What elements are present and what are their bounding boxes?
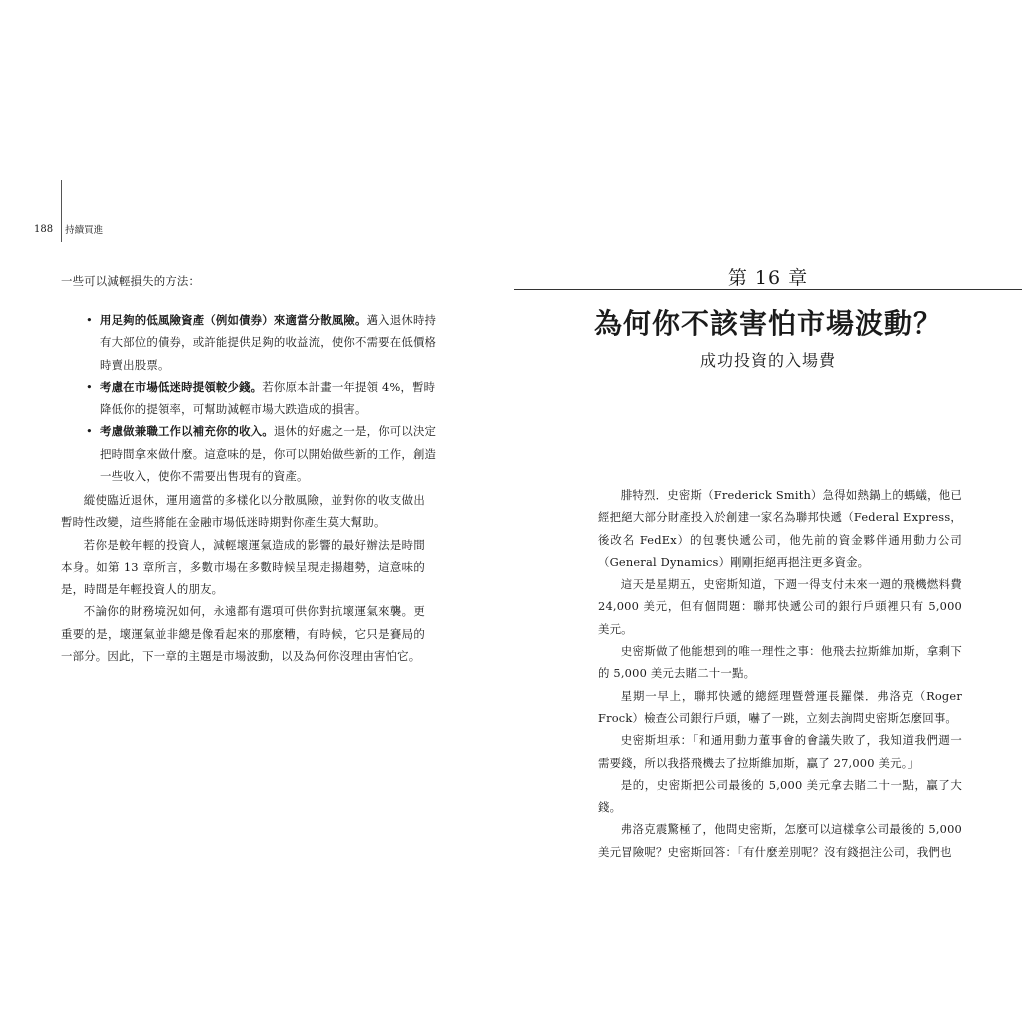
paragraph: 若你是較年輕的投資人，減輕壞運氣造成的影響的最好辦法是時間本身。如第 13 章所言，多數市場在多數時候呈現走揚趨勢，這意味的是，時間是年輕投資人的朋友。 xyxy=(61,537,425,597)
bullet-icon: • xyxy=(86,424,93,439)
paragraph: 腓特烈．史密斯（Frederick Smith）急得如熱鍋上的螞蟻，他已經把絕大部分財產投入於創建一家名為聯邦快遞（Federal Express，後改名 FedEx）的包裹快遞公司，他先前的資金夥伴通用動力公司（General Dynamics）剛剛拒絕再挹注更多資金。 xyxy=(598,488,962,569)
tips-list xyxy=(86,309,442,487)
paragraph: 這天是星期五，史密斯知道，下週一得支付未來一週的飛機燃料費 24,000 美元，但有個問題：聯邦快遞公司的銀行戶頭裡只有 5,000 美元。 xyxy=(598,577,962,636)
tip-text: 邁入退休時持有大部位的債券，或許能提供足夠的收益流，使你不需要在低價格時賣出股票。 xyxy=(100,313,437,372)
bullet-icon: • xyxy=(86,313,93,327)
tip-heading: 考慮在市場低迷時提領較少錢。 xyxy=(100,379,263,394)
paragraph: 史密斯坦承：「和通用動力董事會的會議失敗了，我知道我們週一需要錢，所以我搭飛機去了拉斯維加斯，贏了 27,000 美元。」 xyxy=(598,733,962,770)
right-body xyxy=(598,484,962,863)
chapter-label: 第 16 章 xyxy=(727,267,809,289)
left-body xyxy=(61,489,425,667)
paragraph: 星期一早上，聯邦快遞的總經理暨營運長羅傑．弗洛克（Roger Frock）檢查公司銀行戶頭，嚇了一跳，立刻去詢問史密斯怎麼回事。 xyxy=(598,688,962,725)
list-item xyxy=(86,376,442,421)
chapter-rule xyxy=(514,289,1022,290)
chapter-title: 為何你不該害怕市場波動？ xyxy=(593,307,942,340)
paragraph: 史密斯做了他能想到的唯一理性之事：他飛去拉斯維加斯，拿剩下的 5,000 美元去賭二十一點。 xyxy=(598,644,962,681)
page-number: 188 xyxy=(34,223,54,235)
running-title: 持續買進 xyxy=(65,225,104,236)
tip-heading: 用足夠的低風險資產（例如債券）來適當分散風險。 xyxy=(100,313,367,327)
paragraph: 弗洛克震驚極了，他問史密斯，怎麼可以這樣拿公司最後的 5,000 美元冒險呢？史密斯回答：「有什麼差別呢？沒有錢挹注公司，我們也 xyxy=(598,822,962,859)
bullet-icon: • xyxy=(86,379,93,394)
tip-text: 若你原本計畫一年提領 4%，暫時降低你的提領率，可幫助減輕市場大跌造成的損害。 xyxy=(100,379,436,417)
paragraph: 是的，史密斯把公司最後的 5,000 美元拿去賭二十一點，贏了大錢。 xyxy=(598,777,962,815)
list-item xyxy=(86,420,442,487)
chapter-subtitle: 成功投資的入場費 xyxy=(699,351,836,370)
running-header xyxy=(34,222,103,236)
list-item xyxy=(86,309,442,376)
paragraph: 縱使臨近退休，運用適當的多樣化以分散風險，並對你的收支做出暫時性改變，這些將能在金融市場低迷時期對你產生莫大幫助。 xyxy=(61,493,425,530)
paragraph: 不論你的財務境況如何，永遠都有選項可供你對抗壞運氣來襲。更重要的是，壞運氣並非總是像看起來的那麼糟，有時候，它只是賽局的一部分。因此，下一章的主題是市場波動，以及為何你沒理由害怕它。 xyxy=(61,604,425,664)
tip-text: 退休的好處之一是，你可以決定把時間拿來做什麼。這意味的是，你可以開始做些新的工作，創造一些收入，使你不需要出售現有的資產。 xyxy=(100,424,437,484)
intro-text: 一些可以減輕損失的方法： xyxy=(61,274,201,288)
tip-heading: 考慮做兼職工作以補充你的收入。 xyxy=(100,424,274,439)
